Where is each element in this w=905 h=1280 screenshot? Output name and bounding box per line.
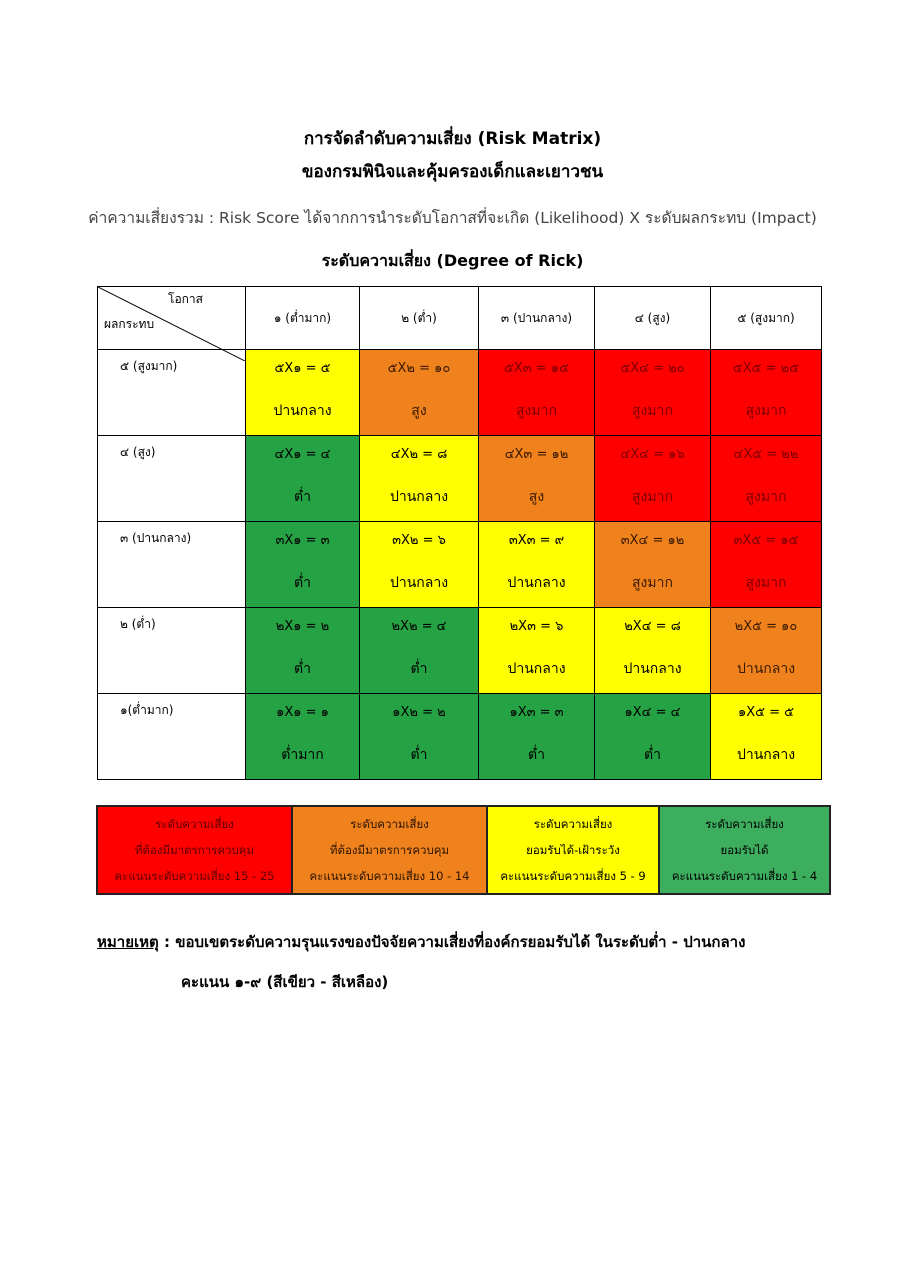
cell-score: ๑X๕ = ๕ [738,705,794,720]
cell-level: สูง [411,403,427,419]
cell-score: ๓X๔ = ๑๒ [620,533,685,548]
cell-score: ๕X๓ = ๑๕ [504,361,569,376]
cell-level: สูงมาก [745,403,787,419]
cell-level: สูงมาก [745,575,787,591]
matrix-cell [711,694,822,780]
legend-item [659,806,830,894]
likelihood-header: ๕ (สูงมาก) [711,287,822,350]
note-label: หมายเหตุ [97,933,159,951]
legend-text: ระดับความเสี่ยง [705,817,784,831]
cell-level: ปานกลาง [507,575,566,591]
cell-level: ต่ำ [294,575,311,591]
cell-score: ๒X๒ = ๔ [391,619,447,634]
matrix-cell [595,350,711,436]
cell-score: ๒X๔ = ๘ [624,619,681,634]
impact-header: ๓ (ปานกลาง) [98,522,246,608]
legend-item [97,806,292,894]
cell-level: สูง [528,489,545,505]
matrix-cell [595,522,711,608]
cell-level: สูงมาก [632,403,673,419]
page-subtitle-line: ของกรมพินิจและคุ้มครองเด็กและเยาวชน [301,162,604,182]
cell-level: ปานกลาง [507,661,566,677]
matrix-row [98,350,822,436]
cell-score: ๕X๑ = ๕ [274,361,331,376]
impact-header: ๒ (ต่ำ) [98,608,246,694]
legend-text: คะแนนระดับความเสี่ยง 10 - 14 [309,869,470,883]
matrix-cell [246,522,360,608]
cell-score: ๓X๑ = ๓ [275,533,330,548]
matrix-row [98,694,822,780]
cell-level: ต่ำ [410,747,428,763]
risk-matrix-table [97,286,822,780]
cell-level: ต่ำ [644,747,661,763]
cell-level: สูงมาก [516,403,557,419]
cell-score: ๓X๒ = ๖ [392,533,446,548]
cell-score: ๕X๒ = ๑๐ [387,361,451,376]
cell-score: ๕X๕ = ๒๕ [732,361,800,376]
cell-level: ปานกลาง [736,747,796,763]
likelihood-header: ๒ (ต่ำ) [360,287,479,350]
matrix-cell [360,436,479,522]
likelihood-axis-label: โอกาส [168,292,203,306]
cell-score: ๔X๒ = ๘ [390,447,448,462]
cell-score: ๒X๕ = ๑๐ [734,619,798,634]
matrix-cell [360,694,479,780]
cell-score: ๕X๔ = ๒๐ [620,361,685,376]
cell-score: ๔X๓ = ๑๒ [504,447,569,462]
cell-level: ต่ำมาก [281,747,324,763]
risk-legend [96,805,831,895]
legend-row [97,806,830,894]
likelihood-header-row [98,287,822,350]
matrix-cell [479,350,595,436]
matrix-cell [246,694,360,780]
cell-score: ๒X๑ = ๒ [275,619,330,634]
legend-item [292,806,487,894]
matrix-cell [711,350,822,436]
matrix-cell [360,608,479,694]
cell-level: ต่ำ [410,661,428,677]
matrix-cell [711,436,822,522]
note-text: : ขอบเขตระดับความรุนแรงของปัจจัยความเสี่ยงที่องค์กรยอมรับได้ ในระดับต่ำ - ปานกลาง [158,933,746,951]
cell-score: ๔X๕ = ๒๒ [733,447,799,462]
matrix-cell [246,608,360,694]
legend-text: ที่ต้องมีมาตรการควบคุม [329,843,450,857]
legend-text: ระดับความเสี่ยง [533,817,613,831]
impact-header: ๑(ต่ำมาก) [98,694,246,780]
matrix-cell [711,522,822,608]
cell-score: ๔X๑ = ๔ [274,447,331,462]
matrix-cell [479,436,595,522]
cell-score: ๑X๔ = ๔ [624,705,681,720]
cell-level: ต่ำ [294,661,311,677]
impact-header: ๔ (สูง) [98,436,246,522]
matrix-cell [479,608,595,694]
legend-text: คะแนนระดับความเสี่ยง 5 - 9 [500,869,646,883]
cell-level: สูงมาก [632,489,673,505]
matrix-cell [595,694,711,780]
legend-text: ที่ต้องมีมาตรการควบคุม [134,843,255,857]
cell-level: ต่ำ [528,747,545,763]
matrix-cell [246,436,360,522]
note-score-range: คะแนน ๑-๙ (สีเขียว - สีเหลือง) [181,973,389,991]
cell-score: ๔X๔ = ๑๖ [620,447,685,462]
likelihood-header: ๓ (ปานกลาง) [479,287,595,350]
cell-score: ๓X๕ = ๑๕ [733,533,799,548]
note [97,930,745,954]
cell-score: ๑X๒ = ๒ [392,705,446,720]
cell-score: ๒X๓ = ๖ [509,619,564,634]
matrix-cell [246,350,360,436]
matrix-row [98,608,822,694]
cell-level: ต่ำ [294,489,311,505]
legend-text: ระดับความเสี่ยง [155,817,234,831]
likelihood-header: ๑ (ต่ำมาก) [246,287,360,350]
cell-level: ปานกลาง [389,575,449,591]
cell-level: ปานกลาง [623,661,682,677]
cell-level: ปานกลาง [273,403,332,419]
impact-header: ๕ (สูงมาก) [98,350,246,436]
cell-level: ปานกลาง [736,661,796,677]
matrix-cell [360,522,479,608]
likelihood-header: ๔ (สูง) [595,287,711,350]
legend-text: ระดับความเสี่ยง [350,817,429,831]
cell-level: สูงมาก [745,489,787,505]
matrix-cell [479,694,595,780]
matrix-cell [595,436,711,522]
legend-text: ยอมรับได้ [720,843,769,857]
matrix-cell [595,608,711,694]
cell-score: ๑X๑ = ๑ [276,705,329,720]
matrix-cell [360,350,479,436]
matrix-row [98,436,822,522]
legend-text: ยอมรับได้-เฝ้าระวัง [526,843,620,857]
cell-level: สูงมาก [632,575,673,591]
matrix-cell [479,522,595,608]
cell-score: ๑X๓ = ๓ [509,705,564,720]
impact-axis-label: ผลกระทบ [104,317,155,331]
legend-text: คะแนนระดับความเสี่ยง 15 - 25 [114,869,275,883]
matrix-cell [711,608,822,694]
risk-score-description: ค่าความเสี่ยงรวม : Risk Score ได้จากการนำระดับโอกาสที่จะเกิด (Likelihood) X ระดับผลกระทบ (Impact) [88,209,817,227]
corner-header [98,287,246,350]
cell-score: ๓X๓ = ๙ [508,533,565,548]
legend-text: คะแนนระดับความเสี่ยง 1 - 4 [671,869,818,883]
matrix-row [98,522,822,608]
matrix-title: ระดับความเสี่ยง (Degree of Rick) [321,251,584,270]
legend-item [487,806,659,894]
page-title: การจัดลำดับความเสี่ยง (Risk Matrix) [303,129,602,149]
cell-level: ปานกลาง [389,489,449,505]
